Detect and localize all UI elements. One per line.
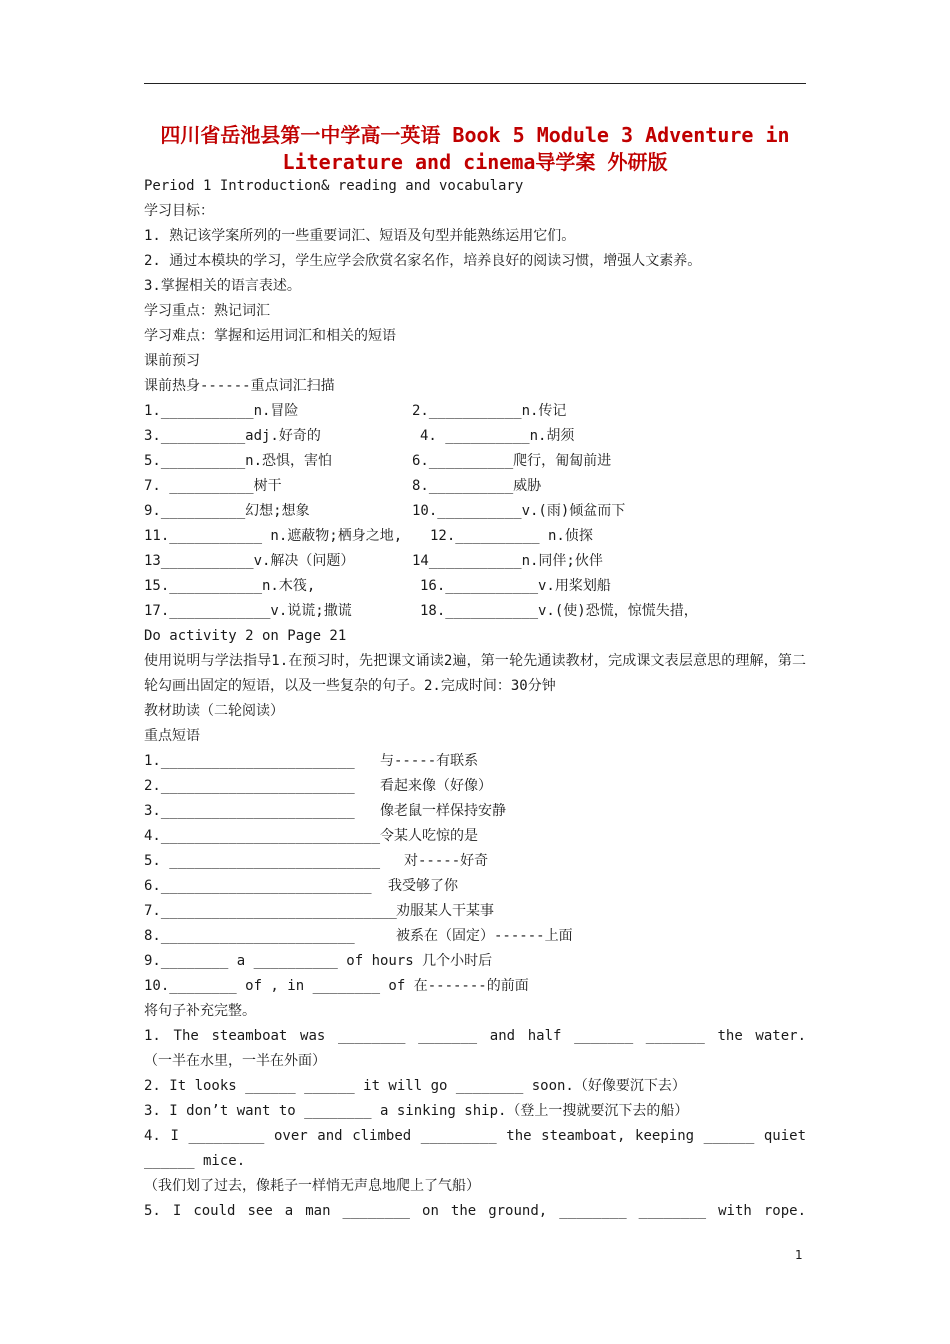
warmup-heading: 课前热身------重点词汇扫描 — [144, 378, 335, 394]
vocab-row: 11.___________ n.遮蔽物;栖身之地, 12.__________ n.侦探 — [144, 528, 593, 544]
phrase-row: 2._______________________ 看起来像（好像） — [144, 778, 492, 794]
complete-heading: 将句子补充完整。 — [144, 1003, 256, 1019]
goal-2: 2. 通过本模块的学习，学生应学会欣赏名家名作，培养良好的阅读习惯，增强人文素养。 — [144, 253, 702, 269]
page-number: 1 — [795, 1248, 803, 1262]
sentence-4-translation: （我们划了过去，像耗子一样悄无声息地爬上了气船） — [144, 1178, 480, 1194]
sentence-1: 1. The steamboat was ________ _______ and half _______ _______ the water. — [144, 1028, 806, 1044]
usage-guide: 使用说明与学法指导1.在预习时，先把课文诵读2遍，第一轮先通读教材，完成课文表层意思的理解，第二轮勾画出固定的短语，以及一些复杂的句子。2.完成时间：30分钟 — [144, 653, 806, 694]
phrase-row: 4.__________________________ 令某人吃惊的是 — [144, 828, 478, 844]
title-line-2: Literature and cinema导学案 外研版 — [282, 150, 668, 174]
period-line: Period 1 Introduction& reading and vocabulary — [144, 178, 524, 194]
goals-heading: 学习目标： — [144, 203, 214, 219]
phrase-row: 6._________________________ 我受够了你 — [144, 878, 458, 894]
vocab-row: 3.__________adj.好奇的 4. __________n.胡须 — [144, 428, 575, 444]
document-body — [144, 174, 806, 1224]
sentence-2: 2. It looks ______ ______ it will go ________ soon.（好像要沉下去） — [144, 1078, 686, 1094]
vocab-row: 1.___________n.冒险 2.___________n.传记 — [144, 403, 567, 419]
sentence-5: 5. I could see a man ________ on the ground, ________ ________ with rope. — [144, 1203, 806, 1219]
vocab-row: 15.___________n.木筏, 16.___________v.用桨划船 — [144, 578, 611, 594]
phrase-9: 9.________ a __________ of hours 几个小时后 — [144, 953, 493, 969]
vocab-row: 5.__________n.恐惧，害怕 6.__________爬行，匍匐前进 — [144, 453, 612, 469]
phrase-row: 5. _________________________ 对-----好奇 — [144, 853, 489, 869]
reading-heading: 教材助读（二轮阅读） — [144, 703, 284, 719]
vocab-row: 9.__________幻想;想象 10.__________v.(雨)倾盆而下 — [144, 503, 626, 519]
phrases-heading: 重点短语 — [144, 728, 200, 744]
phrase-row: 1._______________________ 与-----有联系 — [144, 753, 479, 769]
phrase-row: 3._______________________ 像老鼠一样保持安静 — [144, 803, 506, 819]
phrase-row: 7.____________________________ 劝服某人干某事 — [144, 903, 494, 919]
vocab-row: 13___________v.解决（问题） 14___________n.同伴;伙伴 — [144, 553, 603, 569]
title-line-1: 四川省岳池县第一中学高一英语 Book 5 Module 3 Adventure in — [160, 123, 790, 147]
key-point: 学习重点：熟记词汇 — [144, 303, 270, 319]
phrase-10: 10.________ of , in ________ of 在-------的前面 — [144, 978, 529, 994]
sentence-4: 4. I _________ over and climbed _________ the steamboat, keeping ______ quiet — [144, 1128, 806, 1144]
difficulty: 学习难点：掌握和运用词汇和相关的短语 — [144, 328, 396, 344]
header-rule — [144, 83, 806, 84]
preview-heading: 课前预习 — [144, 353, 200, 369]
activity-line: Do activity 2 on Page 21 — [144, 628, 347, 644]
sentence-4-cont: ______ mice. — [144, 1153, 246, 1169]
goal-3: 3.掌握相关的语言表述。 — [144, 278, 301, 294]
sentence-3: 3. I don’t want to ________ a sinking ship.（登上一搜就要沉下去的船） — [144, 1103, 689, 1119]
goal-1: 1. 熟记该学案所列的一些重要词汇、短语及句型并能熟练运用它们。 — [144, 228, 576, 244]
vocab-row: 7. __________树干 8.__________威胁 — [144, 478, 542, 494]
sentence-1-translation: （一半在水里，一半在外面） — [144, 1053, 326, 1069]
document-title — [120, 122, 830, 176]
vocab-row: 17.____________v.说谎;撒谎 18.___________v.(使)恐慌，惊慌失措， — [144, 603, 698, 619]
phrase-row: 8._______________________ 被系在（固定）------上面 — [144, 928, 573, 944]
